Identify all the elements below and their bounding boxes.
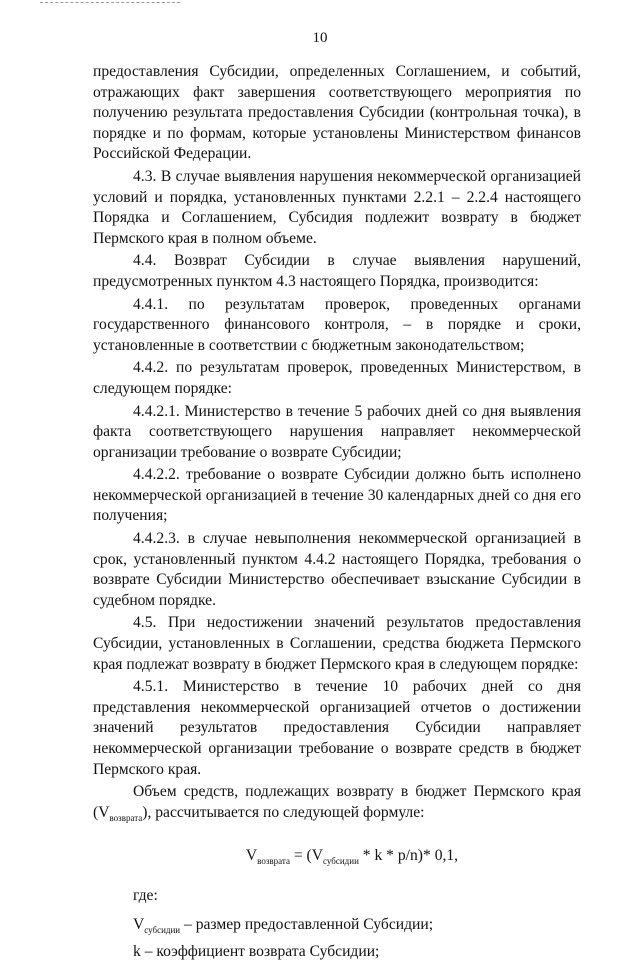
paragraph-4-5: 4.5. При недостижении значений результатов предоставления Субсидии, установленных в Соглашении, средства бюджета Пермского края подлежат возврату в бюджет Пермского края в следующем порядке: [93, 614, 581, 673]
paragraph-4-4-1: 4.4.1. по результатам проверок, проведенных органами государственного финансового контроля, – в порядке и сроки, установленные в соответствии с бюджетным законодательством; [93, 295, 581, 354]
definition-v-subsidy [93, 915, 581, 941]
paragraph-4-4-2-1: 4.4.2.1. Министерство в течение 5 рабочих дней со дня выявления факта соответствующего нарушения направляет некоммерческой организации требование о возврате Субсидии; [93, 402, 581, 461]
formula-eq: = ( [289, 847, 312, 865]
formula-sub1: возврата [257, 856, 290, 867]
top-decorative-line [40, 2, 180, 4]
definition-subscript: субсидии [144, 924, 181, 935]
volume-text-after: ), рассчитывается по следующей формуле: [142, 803, 425, 821]
definition-text: – размер предоставленной Субсидии; [180, 915, 434, 933]
volume-subscript: возврата [109, 812, 143, 823]
paragraph-4-4-2-2: 4.4.2.2. требование о возврате Субсидии должно быть исполнено некоммерческой организацией в течение 30 календарных дней со дня его получения; [93, 466, 581, 525]
volume-text-before: Объем средств, подлежащих возврату в бюджет Пермского края (V [93, 783, 581, 821]
paragraph-4-3: 4.3. В случае выявления нарушения некоммерческой организацией условий и порядка, установленных пунктами 2.2.1 – 2.2.4 настоящего Порядка и Соглашением, Субсидия подлежит возврату в бюджет Пермского края в полном объеме. [93, 167, 581, 247]
definition-k [93, 942, 581, 968]
paragraph-4-4-2: 4.4.2. по результатам проверок, проведенных Министерством, в следующем порядке: [93, 359, 581, 397]
formula-sub2: субсидии [323, 856, 359, 867]
return-formula [93, 846, 581, 872]
formula-v1: V [245, 847, 258, 865]
paragraph-4-5-1: 4.5.1. Министерство в течение 10 рабочих дней со дня представления некоммерческой организацией отчетов о достижении значений результатов предоставления Субсидии направляет некоммерческой организации требование о возврате средств в бюджет Пермского края. [93, 678, 581, 778]
page-number: 10 [312, 30, 328, 46]
document-body [93, 62, 581, 970]
paragraph-4-4-2-3: 4.4.2.3. в случае невыполнения некоммерческой организацией в срок, установленный пунктом 4.4.2 настоящего Порядка, требования о возврате Субсидии Министерство обеспечивает взыскание Субсидии в судебном порядке. [93, 530, 581, 609]
paragraph-1: предоставления Субсидии, определенных Соглашением, и событий, отражающих факт завершения соответствующего мероприятия по получению результата предоставления Субсидии (контрольная точка), в порядке и по формам, которые установлены Министерством финансов Российской Федерации. [93, 63, 581, 163]
definition-symbol: k [133, 943, 141, 961]
volume-paragraph [93, 782, 581, 828]
where-label: где: [133, 887, 158, 905]
formula-rest: * k * p/n)* 0,1, [358, 847, 459, 865]
paragraph-4-4: 4.4. Возврат Субсидии в случае выявления нарушений, предусмотренных пунктом 4.3 настоящего Порядка, производится: [93, 252, 581, 290]
definition-symbol: V [133, 915, 145, 933]
definition-text: – коэффициент возврата Субсидии; [140, 943, 380, 961]
formula-v2: V [311, 847, 324, 865]
